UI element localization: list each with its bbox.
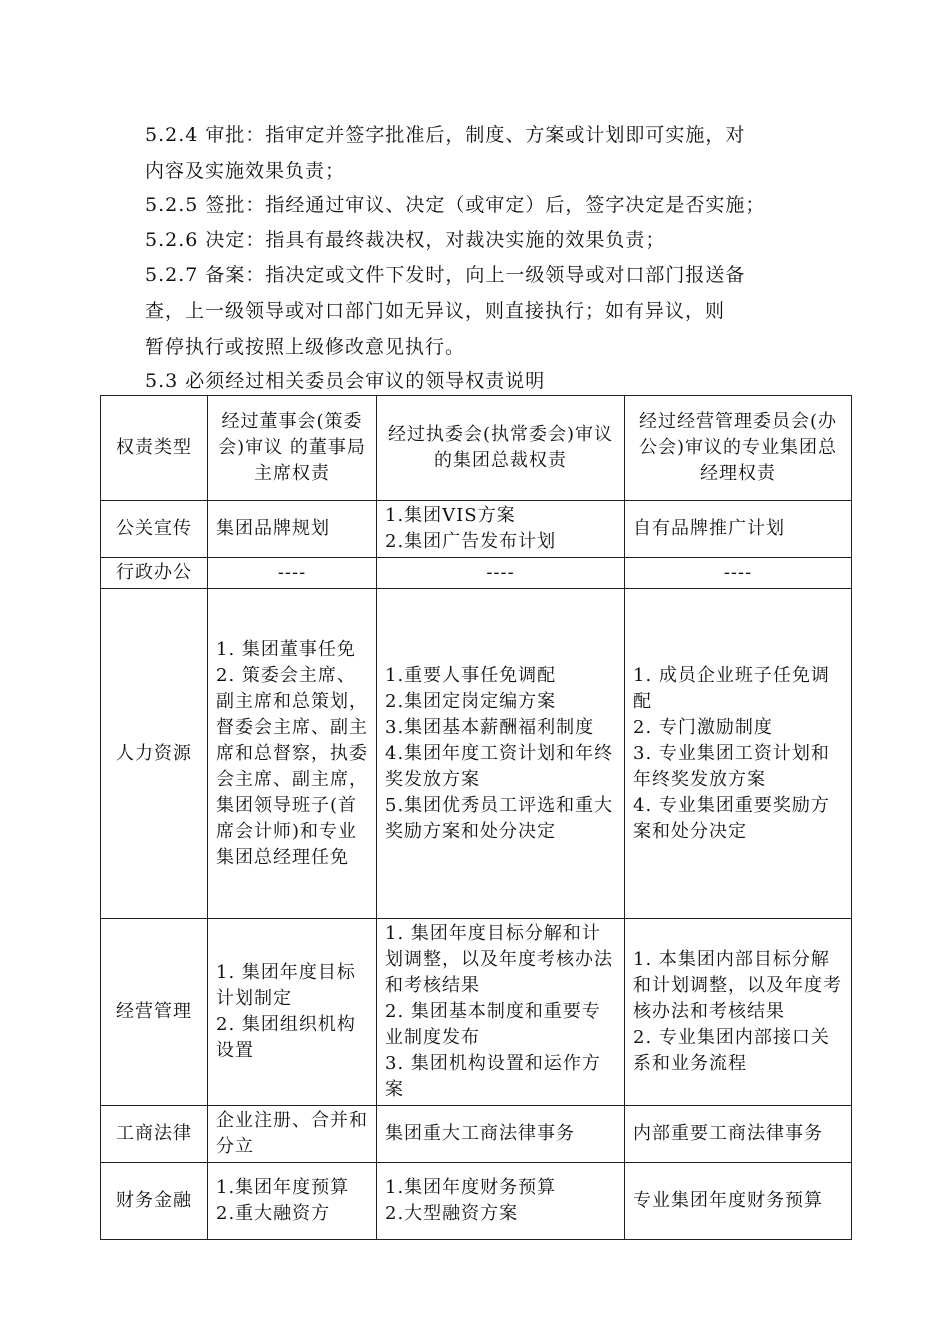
header-cell: 经过执委会(执常委会)审议的集团总裁权责 xyxy=(377,396,625,501)
cell-line: 3. 集团机构设置和运作方案 xyxy=(385,1053,601,1100)
type-cell: 工商法律 xyxy=(101,1106,208,1163)
section-title: 5.3 必须经过相关委员会审议的领导权责说明 xyxy=(145,370,546,392)
exec-cell xyxy=(377,1163,625,1240)
exec-cell: 集团重大工商法律事务 xyxy=(377,1106,625,1163)
cell-line: 1. 集团年度目标计划制定 xyxy=(216,962,356,1009)
board-cell xyxy=(208,501,377,558)
cell-line: 2. 专门激励制度 xyxy=(633,716,773,738)
text-line: 查，上一级领导或对口部门如无异议，则直接执行；如有异议，则 xyxy=(145,300,726,322)
paragraph-5-2-6 xyxy=(145,222,825,258)
mgmt-cell xyxy=(625,919,852,1106)
cell-line: 2. 集团组织机构设置 xyxy=(216,1014,356,1061)
cell-line: 1. 成员企业班子任免调配 xyxy=(633,664,830,712)
cell-line: 4. 专业集团重要奖励方案和处分决定 xyxy=(633,794,830,842)
paragraph-5-2-7 xyxy=(145,257,825,365)
board-cell xyxy=(208,919,377,1106)
cell-line: 2.集团定岗定编方案 xyxy=(385,690,557,712)
header-cell: 经过经营管理委员会(办公会)审议的专业集团总经理权责 xyxy=(625,396,852,501)
mgmt-cell xyxy=(625,501,852,558)
cell-line: 2.重大融资方 xyxy=(216,1203,331,1224)
table-row xyxy=(101,558,852,589)
cell-line: 4.集团年度工资计划和年终奖发放方案 xyxy=(385,742,614,790)
cell-line: 集团品牌规划 xyxy=(216,518,330,539)
text-line: 暂停执行或按照上级修改意见执行。 xyxy=(145,336,466,358)
mgmt-cell: ---- xyxy=(625,558,852,589)
type-cell: 公关宣传 xyxy=(101,501,208,558)
paragraph-5-2-4 xyxy=(145,117,825,189)
table-row xyxy=(101,589,852,919)
board-cell xyxy=(208,1163,377,1240)
cell-line: 1.集团年度预算 xyxy=(216,1177,350,1198)
mgmt-cell: 内部重要工商法律事务 xyxy=(625,1106,852,1163)
cell-line: 1. 集团董事任免 xyxy=(216,638,356,660)
cell-line: 2. 专业集团内部接口关系和业务流程 xyxy=(633,1027,830,1074)
table-header-row xyxy=(101,396,852,501)
mgmt-cell xyxy=(625,1163,852,1240)
exec-cell: ---- xyxy=(377,558,625,589)
table-row xyxy=(101,1106,852,1163)
board-cell: ---- xyxy=(208,558,377,589)
cell-line: 2. 策委会主席、副主席和总策划，督委会主席、副主席和总督察，执委会主席、副主席，集团领导班子(首席会计师)和专业集团总经理任免 xyxy=(216,664,368,868)
type-cell: 人力资源 xyxy=(101,589,208,919)
cell-line: 5.集团优秀员工评选和重大奖励方案和处分决定 xyxy=(385,794,614,842)
text-line: 5.2.7 备案：指决定或文件下发时，向上一级领导或对口部门报送备 xyxy=(145,264,746,286)
header-cell: 经过董事会(策委会)审议 的董事局主席权责 xyxy=(208,396,377,501)
type-cell: 财务金融 xyxy=(101,1163,208,1240)
board-cell: 企业注册、合并和分立 xyxy=(208,1106,377,1163)
text-line: 5.2.5 签批：指经通过审议、决定（或审定）后，签字决定是否实施； xyxy=(145,194,766,216)
text-line: 5.2.6 决定：指具有最终裁决权，对裁决实施的效果负责； xyxy=(145,229,666,251)
exec-cell xyxy=(377,501,625,558)
exec-cell xyxy=(377,919,625,1106)
header-cell: 权责类型 xyxy=(101,396,208,501)
cell-line: 1.重要人事任免调配 xyxy=(385,664,557,686)
text-line: 5.2.4 审批：指审定并签字批准后，制度、方案或计划即可实施，对 xyxy=(145,124,746,146)
text-line: 内容及实施效果负责； xyxy=(145,160,346,182)
board-cell xyxy=(208,589,377,919)
cell-line: 自有品牌推广计划 xyxy=(633,518,785,539)
cell-line: 2.集团广告发布计划 xyxy=(385,531,557,552)
cell-line: 2.大型融资方案 xyxy=(385,1203,519,1224)
cell-line: 1.集团年度财务预算 xyxy=(385,1177,557,1198)
authority-table xyxy=(100,395,852,1240)
cell-line: 1.集团VIS方案 xyxy=(385,505,516,526)
cell-line: 专业集团年度财务预算 xyxy=(633,1190,823,1211)
table-row xyxy=(101,1163,852,1240)
cell-line: 1. 本集团内部目标分解和计划调整，以及年度考核办法和考核结果 xyxy=(633,949,842,1022)
cell-line: 2. 集团基本制度和重要专业制度发布 xyxy=(385,1001,601,1048)
cell-line: 3. 专业集团工资计划和年终奖发放方案 xyxy=(633,742,830,790)
mgmt-cell xyxy=(625,589,852,919)
table-row xyxy=(101,919,852,1106)
table-row xyxy=(101,501,852,558)
exec-cell xyxy=(377,589,625,919)
cell-line: 1. 集团年度目标分解和计划调整，以及年度考核办法和考核结果 xyxy=(385,923,613,996)
type-cell: 行政办公 xyxy=(101,558,208,589)
paragraph-5-2-5 xyxy=(145,187,825,223)
type-cell: 经营管理 xyxy=(101,919,208,1106)
cell-line: 3.集团基本薪酬福利制度 xyxy=(385,716,595,738)
